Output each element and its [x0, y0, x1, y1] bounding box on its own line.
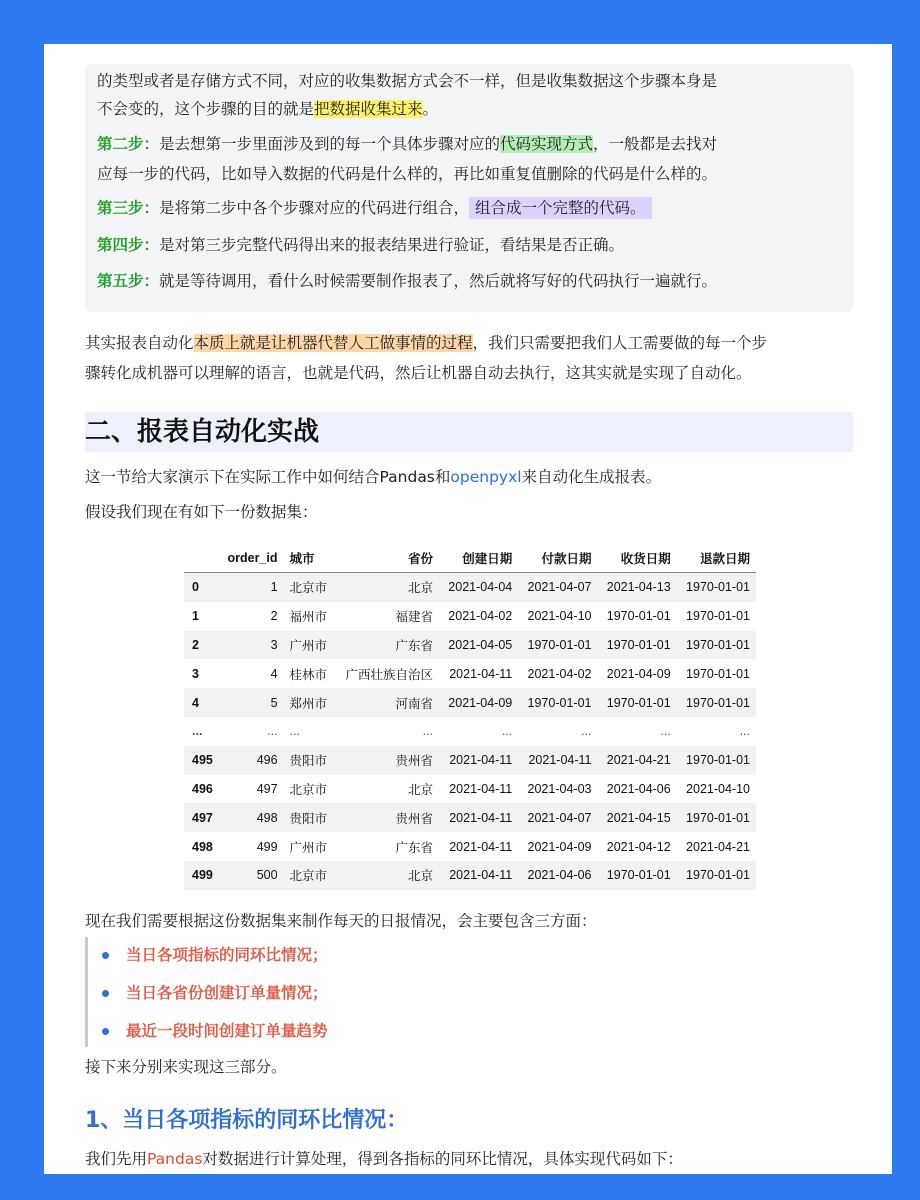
table-cell: ...	[581, 724, 592, 739]
table-cell: 2021-04-07	[527, 810, 592, 825]
step-3	[97, 193, 787, 223]
table-cell: 2021-04-04	[448, 580, 513, 595]
step-5-label: 第五步：	[97, 272, 160, 290]
table-cell: 5	[270, 695, 278, 710]
after-table-paragraph: 现在我们需要根据这份数据集来制作每天的日报情况，会主要包含三方面：	[85, 912, 597, 930]
step-4-text: 是对第三步完整代码得出来的报表结果进行验证，看结果是否正确。	[159, 236, 625, 254]
table-cell: ...	[267, 724, 278, 739]
table-cell: 2021-04-11	[449, 810, 513, 825]
table-cell: ...	[192, 724, 203, 739]
table-cell: 1970-01-01	[606, 637, 671, 652]
table-cell: 1970-01-01	[606, 868, 671, 883]
last-paragraph	[85, 1144, 853, 1174]
table-header: 收货日期	[620, 552, 671, 566]
table-cell: 河南省	[395, 696, 434, 711]
table-cell: 2021-04-06	[527, 868, 592, 883]
table-row	[184, 746, 756, 775]
table-cell: 北京	[408, 581, 434, 596]
table-cell: 2021-04-02	[448, 609, 513, 624]
table-header: 创建日期	[462, 552, 513, 566]
paragraph-text: ，我们只需要把我们人工需要做的每一个步	[472, 334, 768, 352]
table-cell: 1970-01-01	[686, 868, 750, 883]
table-cell: 4	[192, 695, 199, 710]
table-row	[184, 573, 756, 602]
step-2-label: 第二步：	[97, 135, 160, 153]
paragraph-text: 来自动化生成报表。	[521, 468, 662, 486]
table-row	[184, 861, 756, 890]
table-cell: 2021-04-12	[606, 839, 671, 854]
table-cell: ...	[501, 724, 513, 739]
table-cell: 2021-04-11	[449, 753, 513, 768]
table-cell: 498	[256, 810, 278, 825]
step-2-text: 是去想第一步里面涉及到的每一个具体步骤对应的	[159, 135, 501, 153]
quote-text: 不会变的，这个步骤的目的就是	[97, 100, 315, 118]
table-cell: 郑州市	[289, 696, 328, 711]
table-header-row	[184, 544, 756, 573]
table-cell: 3	[270, 637, 278, 652]
bullet-icon	[102, 990, 109, 997]
table-cell: 北京市	[289, 869, 328, 884]
table-cell: ...	[422, 724, 434, 739]
pandas-link[interactable]: Pandas	[147, 1150, 203, 1168]
quote-text: 。	[422, 100, 439, 118]
next-paragraph: 接下来分别来实现这三部分。	[85, 1058, 287, 1076]
step-3-label: 第三步：	[97, 199, 160, 217]
list-item-text: 当日各项指标的同环比情况；	[126, 946, 328, 964]
table-cell: 2	[270, 609, 278, 624]
section-heading: 二、报表自动化实战	[85, 412, 853, 452]
quote-line-2	[97, 94, 787, 124]
table-cell: 496	[256, 753, 278, 768]
table-cell: 2021-04-09	[527, 839, 592, 854]
openpyxl-link[interactable]: openpyxl	[450, 468, 522, 486]
step-5	[97, 266, 787, 296]
table-cell: 3	[192, 666, 199, 681]
table-cell: 1970-01-01	[606, 695, 671, 710]
list-item-text: 当日各省份创建订单量情况；	[126, 984, 328, 1002]
list-item-text: 最近一段时间创建订单量趋势	[126, 1022, 328, 1040]
paragraph-text: 对数据进行计算处理，得到各指标的同环比情况，具体实现代码如下：	[202, 1150, 683, 1168]
table-cell: 2021-04-11	[449, 781, 513, 796]
table-header: 城市	[289, 552, 315, 566]
table-cell: 1970-01-01	[527, 695, 592, 710]
table-row	[184, 688, 756, 717]
table-cell: 0	[192, 580, 199, 595]
table-cell: 1970-01-01	[606, 609, 671, 624]
table-cell: 1970-01-01	[686, 666, 750, 681]
article-page	[44, 44, 892, 1174]
step-5-text: 就是等待调用，看什么时候需要制作报表了，然后就将写好的代码执行一遍就行。	[159, 272, 718, 290]
intro-paragraph	[85, 462, 853, 492]
table-row	[184, 631, 756, 660]
step-4	[97, 230, 787, 260]
table-cell: 贵州省	[395, 754, 434, 769]
table-cell: 贵阳市	[289, 811, 328, 826]
table-cell: 贵州省	[395, 811, 434, 826]
step-4-label: 第四步：	[97, 236, 160, 254]
table-row	[184, 775, 756, 804]
table-row	[184, 803, 756, 832]
table-cell: 广州市	[289, 638, 328, 653]
subsection-heading: 1、当日各项指标的同环比情况：	[85, 1108, 409, 1133]
table-cell: 2021-04-06	[606, 781, 671, 796]
table-header: 省份	[408, 552, 434, 566]
table-cell: 福州市	[289, 610, 328, 625]
list-item	[126, 1017, 328, 1045]
table-cell: 496	[192, 781, 213, 796]
table-cell: 2021-04-11	[449, 839, 513, 854]
table-cell: 2021-04-11	[449, 666, 513, 681]
table-cell: 2021-04-07	[527, 580, 592, 595]
table-header: order_id	[227, 551, 278, 565]
table-cell: 广东省	[395, 638, 434, 653]
quote-line-1	[97, 66, 787, 96]
bullet-list	[85, 937, 788, 1047]
table-cell: 499	[192, 868, 213, 883]
table-cell: 北京市	[289, 581, 328, 596]
table-cell: 2021-04-21	[686, 839, 750, 854]
table-cell: 499	[256, 839, 278, 854]
table-cell: 2021-04-11	[528, 753, 592, 768]
page-frame	[8, 8, 912, 1192]
table-cell: 2021-04-15	[606, 810, 671, 825]
table-cell: 497	[256, 781, 278, 796]
step-2	[97, 129, 787, 189]
table-cell: 2021-04-21	[606, 753, 671, 768]
step-2-text: ，一般都是去找对	[593, 135, 718, 153]
list-item	[126, 979, 328, 1007]
table-header	[184, 544, 219, 573]
table-cell: 2021-04-02	[527, 666, 592, 681]
table-cell: 北京市	[289, 782, 328, 797]
table-cell: 1970-01-01	[686, 753, 750, 768]
table-cell: 2	[192, 637, 199, 652]
table-cell: 北京	[408, 782, 434, 797]
table-cell: 贵阳市	[289, 754, 328, 769]
table-cell: 2021-04-13	[606, 580, 671, 595]
essence-paragraph	[85, 328, 853, 388]
table-cell: ...	[289, 724, 300, 739]
table-cell: 2021-04-11	[449, 868, 513, 883]
table-row	[184, 717, 756, 746]
quote-text: 的类型或者是存储方式不同，对应的收集数据方式会不一样，但是收集数据这个步骤本身是	[97, 72, 718, 90]
table-cell: 495	[192, 753, 213, 768]
table-cell: 广州市	[289, 840, 328, 855]
table-cell: 北京	[408, 869, 434, 884]
highlight-purple: 组合成一个完整的代码。	[469, 197, 652, 219]
table-cell: 1	[270, 580, 278, 595]
table-cell: 1970-01-01	[686, 637, 750, 652]
table-cell: 2021-04-10	[527, 609, 592, 624]
table-cell: 2021-04-05	[448, 637, 513, 652]
step-3-text: 是将第二步中各个步骤对应的代码进行组合，	[159, 199, 470, 217]
table-cell: 1970-01-01	[686, 695, 750, 710]
table-cell: 福建省	[395, 610, 434, 625]
dataset-intro: 假设我们现在有如下一份数据集：	[85, 503, 318, 521]
table-row	[184, 602, 756, 631]
highlight-orange: 本质上就是让机器代替人工做事情的过程	[193, 334, 473, 352]
table-header: 付款日期	[541, 552, 592, 566]
list-item	[126, 941, 328, 969]
table-cell: 1970-01-01	[686, 580, 750, 595]
bullet-icon	[102, 952, 109, 959]
table-cell: 500	[256, 868, 278, 883]
paragraph-text: 我们先用	[85, 1150, 148, 1168]
highlight-yellow: 把数据收集过来	[314, 100, 423, 118]
table-cell: 2021-04-03	[527, 781, 592, 796]
paragraph-text: 这一节给大家演示下在实际工作中如何结合Pandas和	[85, 468, 451, 486]
highlight-green: 代码实现方式	[500, 135, 594, 153]
bullet-icon	[102, 1028, 109, 1035]
table-cell: 2021-04-10	[686, 781, 750, 796]
table-cell: 497	[192, 810, 213, 825]
table-cell: 2021-04-09	[606, 666, 671, 681]
table-cell: 广东省	[395, 840, 434, 855]
step-2-text-line-2: 应每一步的代码，比如导入数据的代码是什么样的，再比如重复值删除的代码是什么样的。	[97, 165, 718, 183]
table-row	[184, 832, 756, 861]
paragraph-text: 骤转化成机器可以理解的语言，也就是代码，然后让机器自动去执行，这其实就是实现了自动化。	[85, 364, 752, 382]
table-cell: ...	[660, 724, 671, 739]
table-cell: 1970-01-01	[686, 609, 750, 624]
table-row	[184, 659, 756, 688]
table-cell: 2021-04-09	[448, 695, 513, 710]
dataset-table	[184, 544, 756, 890]
table-cell: 4	[270, 666, 278, 681]
table-cell: 498	[192, 839, 213, 854]
table-cell: 1	[192, 609, 199, 624]
table-cell: 1970-01-01	[527, 637, 592, 652]
paragraph-text: 其实报表自动化	[85, 334, 194, 352]
table-cell: 桂林市	[289, 667, 328, 682]
table-cell: 1970-01-01	[686, 810, 750, 825]
table-header: 退款日期	[699, 552, 750, 566]
table-cell: 广西壮族自治区	[345, 667, 434, 682]
table-cell: ...	[739, 724, 750, 739]
